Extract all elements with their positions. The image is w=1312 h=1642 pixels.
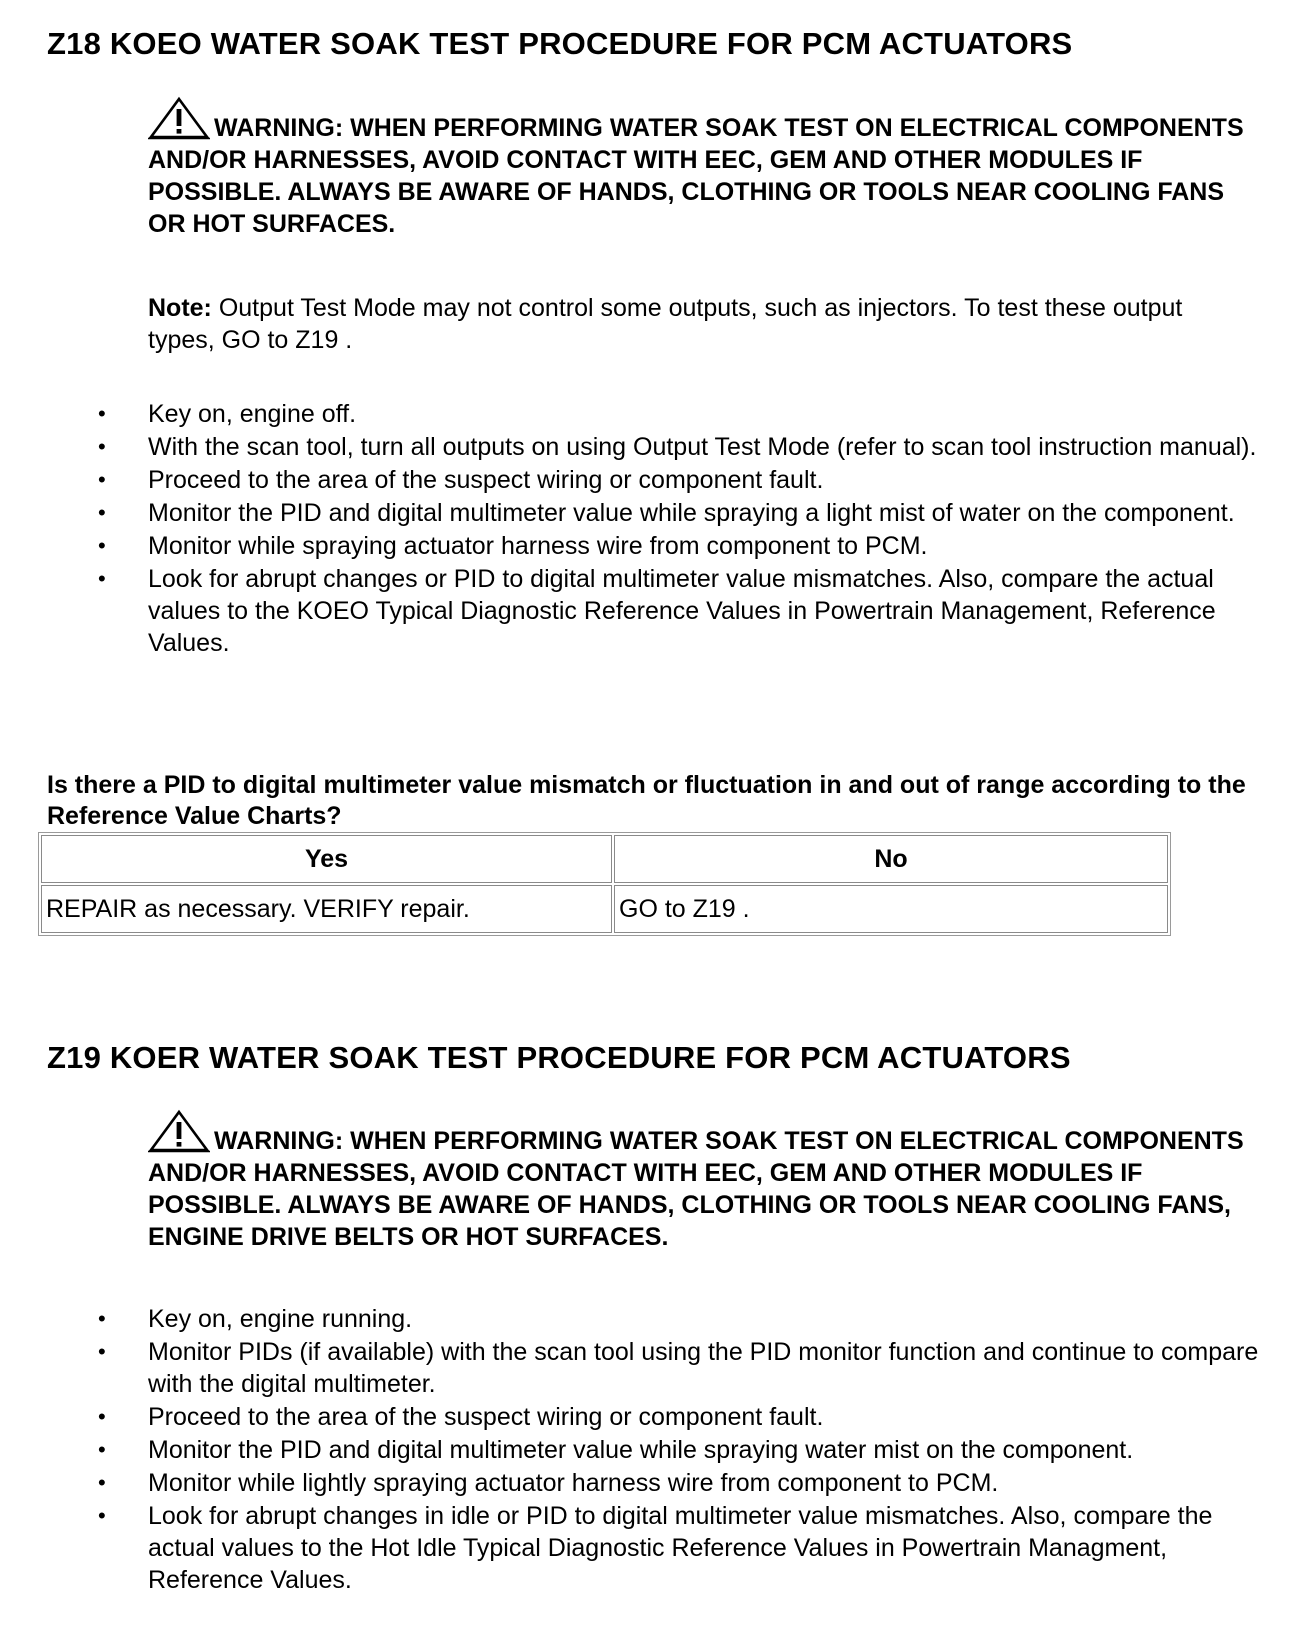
table-header-row <box>41 835 1168 883</box>
list-item: • Monitor the PID and digital multimeter value while spraying a light mist of water on the component. <box>148 497 1268 529</box>
list-item: • Monitor while spraying actuator harness wire from component to PCM. <box>148 530 1268 562</box>
list-item: • Monitor while lightly spraying actuator harness wire from component to PCM. <box>148 1467 1268 1499</box>
z18-warning <box>148 96 1268 240</box>
z19-steps <box>148 1303 1268 1597</box>
list-item: • Proceed to the area of the suspect wiring or component fault. <box>148 1401 1268 1433</box>
list-item: • With the scan tool, turn all outputs on using Output Test Mode (refer to scan tool instruction manual). <box>148 431 1268 463</box>
list-item: • Monitor PIDs (if available) with the scan tool using the PID monitor function and continue to compare with the digital multimeter. <box>148 1336 1268 1400</box>
z18-title: Z18 KOEO WATER SOAK TEST PROCEDURE FOR PCM ACTUATORS <box>47 26 1073 61</box>
z18-question: Is there a PID to digital multimeter value mismatch or fluctuation in and out of range according to the Reference Value Charts? <box>47 771 1246 830</box>
list-item: • Key on, engine off. <box>148 398 1268 430</box>
z18-steps <box>148 398 1268 660</box>
header-no: No <box>614 835 1168 883</box>
warning-triangle-icon <box>148 96 210 140</box>
z19-warning <box>148 1109 1268 1253</box>
z19-title: Z19 KOER WATER SOAK TEST PROCEDURE FOR PCM ACTUATORS <box>47 1040 1071 1075</box>
list-item: • Look for abrupt changes or PID to digital multimeter value mismatches. Also, compare the actual values to the KOEO Typical Diagnostic Reference Values in Powertrain Management, Reference Values. <box>148 563 1268 659</box>
list-item: • Monitor the PID and digital multimeter value while spraying water mist on the component. <box>148 1434 1268 1466</box>
warning-triangle-icon <box>148 1109 210 1153</box>
table-row <box>41 885 1168 933</box>
z18-warning-text: WARNING: WHEN PERFORMING WATER SOAK TEST ON ELECTRICAL COMPONENTS AND/OR HARNESSES, AVOID CONTACT WITH EEC, GEM AND OTHER MODULES IF POSSIBLE. ALWAYS BE AWARE OF HANDS, CLOTHING OR TOOLS NEAR COOLING FANS OR HOT SURFACES. <box>148 114 1244 238</box>
list-item: • Proceed to the area of the suspect wiring or component fault. <box>148 464 1268 496</box>
z18-note-text: Output Test Mode may not control some outputs, such as injectors. To test these output types, GO to Z19 . <box>148 294 1183 354</box>
z18-note-label: Note: <box>148 294 212 322</box>
list-item: • Key on, engine running. <box>148 1303 1268 1335</box>
header-yes: Yes <box>41 835 612 883</box>
z19-warning-text: WARNING: WHEN PERFORMING WATER SOAK TEST ON ELECTRICAL COMPONENTS AND/OR HARNESSES, AVOID CONTACT WITH EEC, GEM AND OTHER MODULES IF POSSIBLE. ALWAYS BE AWARE OF HANDS, CLOTHING OR TOOLS NEAR COOLING FANS, ENGINE DRIVE BELTS OR HOT SURFACES. <box>148 1127 1244 1251</box>
list-item: • Look for abrupt changes in idle or PID to digital multimeter value mismatches. Also, compare the actual values to the Hot Idle Typical Diagnostic Reference Values in Powertrain Managment, Reference Values. <box>148 1500 1268 1596</box>
z18-result-table <box>38 832 1171 936</box>
cell-yes-action: REPAIR as necessary. VERIFY repair. <box>41 885 612 933</box>
z18-note <box>148 292 1248 356</box>
cell-no-action: GO to Z19 . <box>614 885 1168 933</box>
